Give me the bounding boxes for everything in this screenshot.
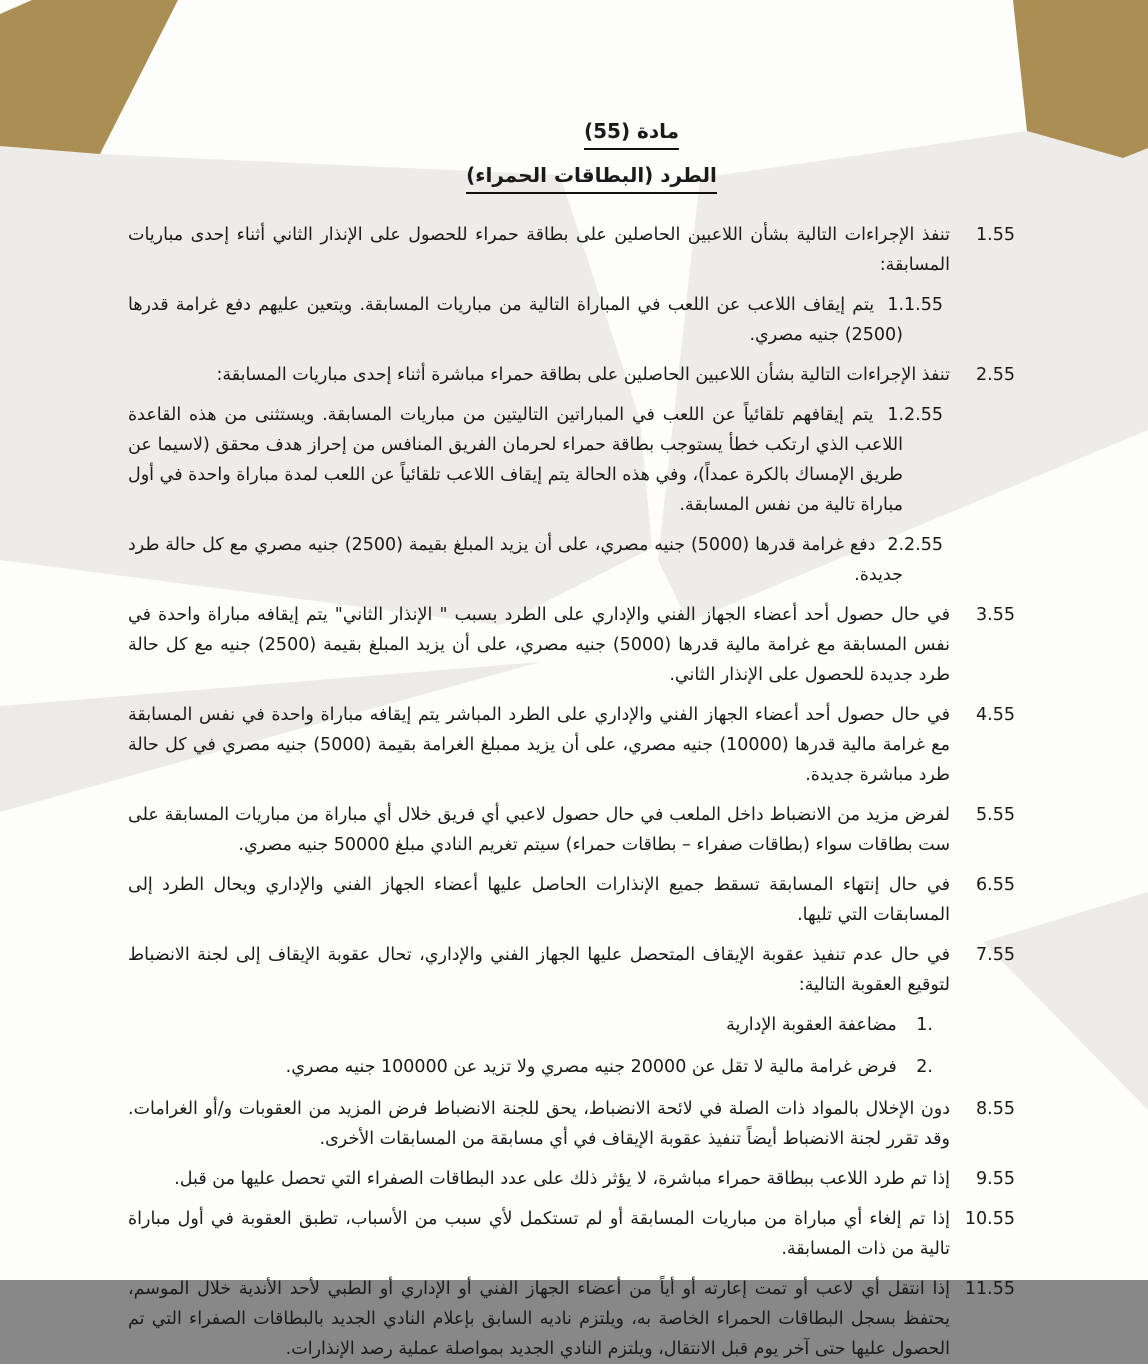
clause-text: فرض غرامة مالية لا تقل عن 20000 جنيه مصري ولا تزيد عن 100000 جنيه مصري. [285,1057,903,1077]
clause-number: 1. [916,1015,933,1035]
clause-text: إذا انتقل أي لاعب أو تمت إعارته أو أياً من أعضاء الجهاز الفني أو الإداري أو الطبي لأحد الأندية خلال الموسم، يحتفظ بسجل البطاقات الحمراء الخاصة به، ويلتزم ناديه السابق بإعلام النادي الجديد بالبطاقات الصفراء التي تم الحصول عليها حتى آخر يوم قبل الانتقال، ويلتزم النادي الجديد بمواصلة عملية رصد الإنذارات. [128,1279,950,1359]
clause-number: 3.55 [976,605,1015,625]
clause-number: 6.55 [976,875,1015,895]
clause-row [128,870,1015,930]
clause-number: 4.55 [976,705,1015,725]
article-title [188,118,1075,150]
clause-number: 8.55 [976,1099,1015,1119]
clause-row [128,1010,933,1040]
clause-row [128,400,943,520]
clause-row [128,1094,1015,1154]
clause-number: 7.55 [976,945,1015,965]
clause-text: في حال عدم تنفيذ عقوبة الإيقاف المتحصل عليها الجهاز الفني والإداري، تحال عقوبة الإيقاف إلى لجنة الانضباط لتوقيع العقوبة التالية: [128,945,950,995]
clause-number: 9.55 [976,1169,1015,1189]
clause-number: 1.55 [976,225,1015,245]
clause-number: 1.2.55 [887,405,943,425]
clause-text: إذا تم طرد اللاعب ببطاقة حمراء مباشرة، لا يؤثر ذلك على عدد البطاقات الصفراء التي تحصل عليها من قبل. [174,1169,950,1189]
article-title-text: مادة (55) [584,118,679,150]
clause-number: 2.55 [976,365,1015,385]
clause-row [128,220,1015,280]
clause-text: في حال حصول أحد أعضاء الجهاز الفني والإداري على الطرد بسبب " الإنذار الثاني" يتم إيقافه مباراة واحدة في نفس المسابقة مع غرامة مالية قدرها (5000) جنيه مصري، على أن يزيد المبلغ بقيمة (2500) جنيه مع كل حالة طرد جديدة للحصول على الإنذار الثاني. [128,605,951,685]
clause-row [128,800,1015,860]
clause-row [128,1274,1015,1364]
clause-row [128,1164,1015,1194]
clause-text: دون الإخلال بالمواد ذات الصلة في لائحة الانضباط، يحق للجنة الانضباط فرض المزيد من العقوبات و/أو الغرامات. وقد تقرر لجنة الانضباط أيضاً تنفيذ عقوبة الإيقاف في أي مسابقة من المسابقات الأخرى. [128,1099,950,1149]
clause-row [128,530,943,590]
clause-number: 5.55 [976,805,1015,825]
clause-text: في حال حصول أحد أعضاء الجهاز الفني والإداري على الطرد المباشر يتم إيقافه مباراة واحدة في نفس المسابقة مع غرامة مالية قدرها (10000) جنيه مصري، على أن يزيد ممبلغ الغرامة بقيمة (5000) جنيه مصري في كل حالة طرد مباشرة جديدة. [128,705,950,785]
clause-text: يتم إيقافهم تلقائياً عن اللعب في المباراتين التاليتين من مباريات المسابقة. ويستثنى من هذه القاعدة اللاعب الذي ارتكب خطأ يستوجب بطاقة حمراء لحرمان الفريق المنافس من إحراز هدف محقق (لاسيما عن طريق الإمساك بالكرة عمداً)، وفي هذه الحالة يتم إيقاف اللاعب تلقائياً عن اللعب لمدة مباراة واحدة في أول مباراة تالية من نفس المسابقة. [128,405,903,515]
clause-text: لفرض مزيد من الانضباط داخل الملعب في حال حصول لاعبي أي فريق خلال أي مباراة من مباريات المسابقة على ست بطاقات سواء (بطاقات صفراء – بطاقات حمراء) سيتم تغريم النادي مبلغ 50000 جنيه مصري. [128,805,950,855]
clause-row [128,940,1015,1000]
clause-number: 1.1.55 [887,295,943,315]
clause-text: يتم إيقاف اللاعب عن اللعب في المباراة التالية من مباريات المسابقة. ويتعين عليهم دفع غرامة قدرها (2500) جنيه مصري. [128,295,903,345]
clauses-list [128,220,1015,1364]
clause-text: تنفذ الإجراءات التالية بشأن اللاعبين الحاصلين على بطاقة حمراء للحصول على الإنذار الثاني أثناء إحدى مباريات المسابقة: [128,225,950,275]
clause-row [128,1204,1015,1264]
clause-number: 2.2.55 [887,535,943,555]
clause-number: 2. [916,1057,933,1077]
article-subtitle-text: الطرد (البطاقات الحمراء) [466,162,717,194]
article-subtitle [148,162,1035,194]
clause-row [128,600,1015,690]
clause-text: مضاعفة العقوبة الإدارية [726,1015,903,1035]
clause-row [128,1052,933,1082]
clause-row [128,360,1015,390]
clause-row [128,700,1015,790]
clause-row [128,290,943,350]
clause-text: في حال إنتهاء المسابقة تسقط جميع الإنذارات الحاصل عليها أعضاء الجهاز الفني والإداري ويحال الطرد إلى المسابقات التي تليها. [128,875,950,925]
clause-text: إذا تم إلغاء أي مباراة من مباريات المسابقة أو لم تستكمل لأي سبب من الأسباب، تطبق العقوبة في أول مباراة تالية من ذات المسابقة. [128,1209,950,1259]
clause-number: 10.55 [964,1209,1015,1229]
clause-text: تنفذ الإجراءات التالية بشأن اللاعبين الحاصلين على بطاقة حمراء مباشرة أثناء إحدى مباريات المسابقة: [216,365,950,385]
clause-number: 11.55 [964,1279,1015,1299]
clause-text: دفع غرامة قدرها (5000) جنيه مصري، على أن يزيد المبلغ بقيمة (2500) جنيه مصري مع كل حالة طرد جديدة. [128,535,903,585]
